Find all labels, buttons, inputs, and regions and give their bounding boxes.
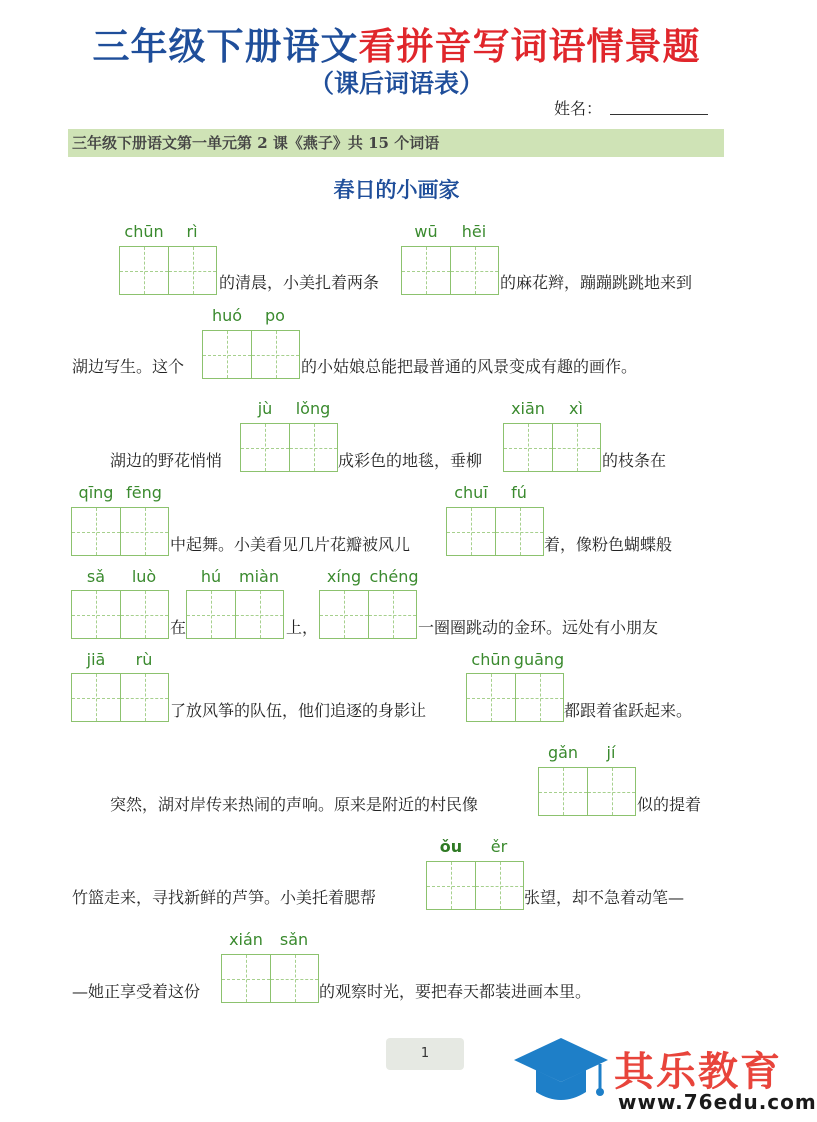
grid-cell[interactable]	[587, 768, 635, 815]
page-number: 1	[386, 1038, 464, 1070]
story-text: 湖边写生。这个	[72, 357, 185, 376]
pinyin-syllable: rù	[135, 650, 153, 669]
writing-box-xian-san[interactable]	[221, 954, 319, 1003]
pinyin-syllable: luò	[131, 567, 157, 586]
writing-box-wu-hei[interactable]	[401, 246, 499, 295]
title-red-part: 看拼音写词语情景题	[358, 24, 701, 68]
pinyin-syllable: fēng	[126, 483, 162, 502]
writing-box-xian-xi[interactable]	[503, 423, 601, 472]
story-text: 着，像粉色蝴蝶般	[544, 535, 673, 554]
pinyin-syllable: ǒu	[439, 837, 463, 856]
writing-box-gan-ji[interactable]	[538, 767, 636, 816]
story-text: 的小姑娘总能把最普通的风景变成有趣的画作。	[301, 357, 638, 376]
grid-cell[interactable]	[552, 424, 600, 471]
name-blank-line[interactable]	[610, 114, 708, 115]
grid-cell[interactable]	[168, 247, 216, 294]
writing-box-chun-ri[interactable]	[119, 246, 217, 295]
writing-box-chui-fu[interactable]	[446, 507, 544, 556]
writing-box-ju-long[interactable]	[240, 423, 338, 472]
pinyin-syllable: guāng	[513, 650, 565, 669]
grid-cell[interactable]	[270, 955, 318, 1002]
grid-cell[interactable]	[120, 591, 168, 638]
pinyin-syllable: hú	[200, 567, 222, 586]
pinyin-syllable: chéng	[369, 567, 419, 586]
writing-box-hu-mian[interactable]	[186, 590, 284, 639]
writing-box-chun-guang[interactable]	[466, 673, 564, 722]
writing-box-sa-luo[interactable]	[71, 590, 169, 639]
unit-banner: 三年级下册语文第一单元第 2 课《燕子》共 15 个词语	[68, 129, 724, 157]
story-text: 了放风筝的队伍，他们追逐的身影让	[170, 701, 427, 720]
story-text: —她正享受着这份	[72, 982, 201, 1001]
pinyin-syllable: fú	[511, 483, 527, 502]
grid-cell[interactable]	[203, 331, 251, 378]
pinyin-syllable: xì	[569, 399, 583, 418]
pinyin-syllable: sǎ	[86, 567, 106, 586]
story-title: 春日的小画家	[333, 177, 460, 202]
writing-box-jia-ru[interactable]	[71, 673, 169, 722]
pinyin-syllable: rì	[186, 222, 198, 241]
name-label: 姓名：	[554, 99, 603, 118]
pinyin-syllable: chūn	[124, 222, 164, 241]
story-text: 突然，湖对岸传来热闹的声响。原来是附近的村民像	[110, 795, 479, 814]
story-text: 中起舞。小美看见几片花瓣被风儿	[170, 535, 411, 554]
pinyin-syllable: xiān	[511, 399, 545, 418]
story-text: 的麻花辫，蹦蹦跳跳地来到	[500, 273, 693, 292]
grid-cell[interactable]	[235, 591, 283, 638]
writing-box-huo-po[interactable]	[202, 330, 300, 379]
pinyin-syllable: jù	[257, 399, 273, 418]
writing-box-qing-feng[interactable]	[71, 507, 169, 556]
grid-cell[interactable]	[402, 247, 450, 294]
pinyin-syllable: xián	[229, 930, 263, 949]
grid-cell[interactable]	[475, 862, 523, 909]
story-text: 上，	[286, 618, 319, 637]
grid-cell[interactable]	[320, 591, 368, 638]
grid-cell[interactable]	[187, 591, 235, 638]
pinyin-syllable: hēi	[461, 222, 487, 241]
brand-url: www.76edu.com	[618, 1090, 817, 1114]
grid-cell[interactable]	[539, 768, 587, 815]
pinyin-syllable: chūn	[471, 650, 511, 669]
pinyin-syllable: jiā	[86, 650, 106, 669]
grid-cell[interactable]	[72, 591, 120, 638]
story-text: 的清晨，小美扎着两条	[219, 273, 380, 292]
grid-cell[interactable]	[427, 862, 475, 909]
page-subtitle: （课后词语表）	[308, 69, 484, 98]
grid-cell[interactable]	[120, 508, 168, 555]
pinyin-syllable: huó	[211, 306, 243, 325]
grid-cell[interactable]	[289, 424, 337, 471]
brand-logo-text: 其乐教育	[614, 1049, 782, 1095]
pinyin-syllable: qīng	[78, 483, 114, 502]
grid-cell[interactable]	[120, 247, 168, 294]
pinyin-syllable: lǒng	[295, 399, 331, 418]
writing-box-xing-cheng[interactable]	[319, 590, 417, 639]
story-text: 的观察时光，要把春天都装进画本里。	[319, 982, 592, 1001]
pinyin-syllable: wū	[414, 222, 438, 241]
grid-cell[interactable]	[120, 674, 168, 721]
writing-box-ou-er[interactable]	[426, 861, 524, 910]
story-text: 的枝条在	[602, 451, 667, 470]
pinyin-syllable: ěr	[490, 837, 508, 856]
pinyin-syllable: sǎn	[279, 930, 309, 949]
page-title	[0, 16, 793, 70]
story-text: 张望，却不急着动笔—	[524, 888, 685, 907]
pinyin-syllable: jí	[606, 743, 616, 762]
grid-cell[interactable]	[241, 424, 289, 471]
story-text: 都跟着雀跃起来。	[564, 701, 693, 720]
grid-cell[interactable]	[72, 508, 120, 555]
pinyin-syllable: po	[265, 306, 285, 325]
grid-cell[interactable]	[467, 674, 515, 721]
grid-cell[interactable]	[222, 955, 270, 1002]
graduation-cap-icon	[512, 1020, 610, 1118]
grid-cell[interactable]	[72, 674, 120, 721]
title-blue-part: 三年级下册语文	[92, 24, 359, 68]
grid-cell[interactable]	[450, 247, 498, 294]
grid-cell[interactable]	[504, 424, 552, 471]
story-text: 竹篮走来，寻找新鲜的芦笋。小美托着腮帮	[72, 888, 377, 907]
grid-cell[interactable]	[368, 591, 416, 638]
pinyin-syllable: miàn	[239, 567, 279, 586]
pinyin-syllable: chuī	[454, 483, 488, 502]
pinyin-syllable: xíng	[326, 567, 362, 586]
story-text: 成彩色的地毯，垂柳	[338, 451, 483, 470]
pinyin-syllable: gǎn	[547, 743, 579, 762]
story-text: 一圈圈跳动的金环。远处有小朋友	[418, 618, 659, 637]
story-text: 似的提着	[637, 795, 702, 814]
grid-cell[interactable]	[515, 674, 563, 721]
story-text: 在	[170, 618, 187, 637]
grid-cell[interactable]	[251, 331, 299, 378]
story-text: 湖边的野花悄悄	[110, 451, 223, 470]
grid-cell[interactable]	[447, 508, 495, 555]
grid-cell[interactable]	[495, 508, 543, 555]
